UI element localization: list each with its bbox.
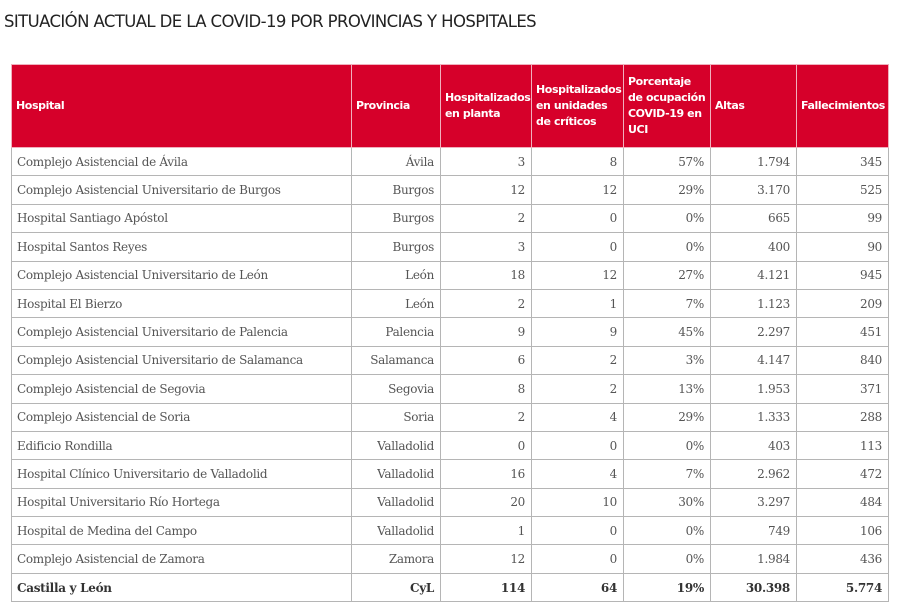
cell-porcentaje-uci: 57%: [624, 148, 711, 176]
cell-porcentaje-uci: 13%: [624, 375, 711, 403]
cell-hospital: Hospital de Medina del Campo: [12, 517, 352, 545]
cell-altas: 749: [711, 517, 797, 545]
cell-criticos: 0: [532, 517, 624, 545]
cell-hospital: Hospital Universitario Río Hortega: [12, 488, 352, 516]
cell-provincia: Segovia: [352, 375, 441, 403]
cell-fallecimientos: 106: [797, 517, 889, 545]
cell-planta: 114: [441, 573, 532, 601]
cell-criticos: 0: [532, 431, 624, 459]
cell-hospital: Complejo Asistencial de Zamora: [12, 545, 352, 573]
cell-provincia: Burgos: [352, 233, 441, 261]
cell-fallecimientos: 288: [797, 403, 889, 431]
cell-hospital: Complejo Asistencial de Ávila: [12, 148, 352, 176]
cell-porcentaje-uci: 0%: [624, 431, 711, 459]
header-hospitalizados-planta: Hospitalizados en planta: [441, 65, 532, 148]
cell-provincia: Burgos: [352, 204, 441, 232]
cell-fallecimientos: 113: [797, 431, 889, 459]
table-row: [12, 289, 889, 317]
cell-planta: 3: [441, 148, 532, 176]
cell-porcentaje-uci: 0%: [624, 204, 711, 232]
header-hospitalizados-criticos: Hospitalizados en unidades de críticos: [532, 65, 624, 148]
cell-criticos: 0: [532, 545, 624, 573]
cell-hospital: Complejo Asistencial Universitario de Salamanca: [12, 346, 352, 374]
cell-porcentaje-uci: 27%: [624, 261, 711, 289]
header-fallecimientos: Fallecimientos: [797, 65, 889, 148]
cell-hospital: Complejo Asistencial de Segovia: [12, 375, 352, 403]
cell-planta: 16: [441, 460, 532, 488]
cell-altas: 2.297: [711, 318, 797, 346]
cell-altas: 4.147: [711, 346, 797, 374]
cell-porcentaje-uci: 7%: [624, 289, 711, 317]
cell-criticos: 0: [532, 233, 624, 261]
cell-altas: 1.123: [711, 289, 797, 317]
cell-porcentaje-uci: 0%: [624, 545, 711, 573]
cell-hospital: Hospital Santos Reyes: [12, 233, 352, 261]
table-row: [12, 148, 889, 176]
cell-criticos: 2: [532, 346, 624, 374]
cell-criticos: 12: [532, 261, 624, 289]
cell-planta: 8: [441, 375, 532, 403]
page-title: SITUACIÓN ACTUAL DE LA COVID-19 POR PROVINCIAS Y HOSPITALES: [4, 12, 537, 31]
cell-provincia: Valladolid: [352, 431, 441, 459]
cell-fallecimientos: 525: [797, 176, 889, 204]
cell-porcentaje-uci: 29%: [624, 403, 711, 431]
cell-planta: 1: [441, 517, 532, 545]
table-row: [12, 460, 889, 488]
cell-fallecimientos: 5.774: [797, 573, 889, 601]
cell-planta: 20: [441, 488, 532, 516]
table-row: [12, 346, 889, 374]
header-provincia: Provincia: [352, 65, 441, 148]
cell-porcentaje-uci: 0%: [624, 517, 711, 545]
cell-provincia: Valladolid: [352, 517, 441, 545]
cell-provincia: León: [352, 261, 441, 289]
cell-altas: 1.794: [711, 148, 797, 176]
header-hospital: Hospital: [12, 65, 352, 148]
cell-provincia: Salamanca: [352, 346, 441, 374]
cell-planta: 9: [441, 318, 532, 346]
cell-altas: 4.121: [711, 261, 797, 289]
cell-fallecimientos: 484: [797, 488, 889, 516]
cell-porcentaje-uci: 29%: [624, 176, 711, 204]
cell-provincia: Zamora: [352, 545, 441, 573]
cell-fallecimientos: 945: [797, 261, 889, 289]
table-row: [12, 545, 889, 573]
cell-fallecimientos: 99: [797, 204, 889, 232]
cell-porcentaje-uci: 0%: [624, 233, 711, 261]
cell-fallecimientos: 451: [797, 318, 889, 346]
cell-porcentaje-uci: 19%: [624, 573, 711, 601]
cell-provincia: León: [352, 289, 441, 317]
cell-altas: 403: [711, 431, 797, 459]
table-row: [12, 431, 889, 459]
cell-porcentaje-uci: 7%: [624, 460, 711, 488]
table-total-row: [12, 573, 889, 601]
cell-altas: 665: [711, 204, 797, 232]
cell-hospital: Castilla y León: [12, 573, 352, 601]
cell-planta: 3: [441, 233, 532, 261]
cell-criticos: 12: [532, 176, 624, 204]
header-porcentaje-uci: Porcentaje de ocupación COVID-19 en UCI: [624, 65, 711, 148]
cell-hospital: Complejo Asistencial de Soria: [12, 403, 352, 431]
table-row: [12, 261, 889, 289]
cell-planta: 6: [441, 346, 532, 374]
cell-planta: 2: [441, 289, 532, 317]
cell-porcentaje-uci: 3%: [624, 346, 711, 374]
cell-porcentaje-uci: 30%: [624, 488, 711, 516]
table-body: [12, 148, 889, 602]
cell-planta: 2: [441, 403, 532, 431]
cell-altas: 3.297: [711, 488, 797, 516]
covid-hospitals-table: [11, 64, 889, 602]
cell-planta: 12: [441, 176, 532, 204]
cell-fallecimientos: 436: [797, 545, 889, 573]
cell-provincia: Soria: [352, 403, 441, 431]
table-row: [12, 488, 889, 516]
cell-hospital: Hospital El Bierzo: [12, 289, 352, 317]
cell-planta: 0: [441, 431, 532, 459]
table-row: [12, 204, 889, 232]
cell-criticos: 64: [532, 573, 624, 601]
cell-criticos: 4: [532, 403, 624, 431]
cell-fallecimientos: 209: [797, 289, 889, 317]
cell-criticos: 4: [532, 460, 624, 488]
cell-criticos: 8: [532, 148, 624, 176]
cell-altas: 30.398: [711, 573, 797, 601]
cell-criticos: 1: [532, 289, 624, 317]
cell-provincia: Palencia: [352, 318, 441, 346]
table-row: [12, 375, 889, 403]
cell-provincia: Burgos: [352, 176, 441, 204]
cell-planta: 18: [441, 261, 532, 289]
cell-altas: 2.962: [711, 460, 797, 488]
table-row: [12, 403, 889, 431]
table-header-row: [12, 65, 889, 148]
cell-altas: 400: [711, 233, 797, 261]
cell-criticos: 0: [532, 204, 624, 232]
cell-provincia: CyL: [352, 573, 441, 601]
cell-altas: 1.984: [711, 545, 797, 573]
cell-altas: 1.953: [711, 375, 797, 403]
cell-fallecimientos: 840: [797, 346, 889, 374]
cell-planta: 2: [441, 204, 532, 232]
table-row: [12, 517, 889, 545]
cell-hospital: Complejo Asistencial Universitario de Burgos: [12, 176, 352, 204]
table-row: [12, 176, 889, 204]
cell-fallecimientos: 345: [797, 148, 889, 176]
cell-fallecimientos: 371: [797, 375, 889, 403]
cell-criticos: 9: [532, 318, 624, 346]
cell-hospital: Complejo Asistencial Universitario de León: [12, 261, 352, 289]
cell-provincia: Valladolid: [352, 488, 441, 516]
cell-planta: 12: [441, 545, 532, 573]
cell-hospital: Edificio Rondilla: [12, 431, 352, 459]
cell-fallecimientos: 472: [797, 460, 889, 488]
cell-provincia: Ávila: [352, 148, 441, 176]
cell-hospital: Complejo Asistencial Universitario de Palencia: [12, 318, 352, 346]
cell-altas: 3.170: [711, 176, 797, 204]
cell-hospital: Hospital Clínico Universitario de Valladolid: [12, 460, 352, 488]
cell-criticos: 10: [532, 488, 624, 516]
cell-altas: 1.333: [711, 403, 797, 431]
table-row: [12, 233, 889, 261]
cell-porcentaje-uci: 45%: [624, 318, 711, 346]
table-row: [12, 318, 889, 346]
cell-hospital: Hospital Santiago Apóstol: [12, 204, 352, 232]
cell-fallecimientos: 90: [797, 233, 889, 261]
cell-provincia: Valladolid: [352, 460, 441, 488]
cell-criticos: 2: [532, 375, 624, 403]
header-altas: Altas: [711, 65, 797, 148]
